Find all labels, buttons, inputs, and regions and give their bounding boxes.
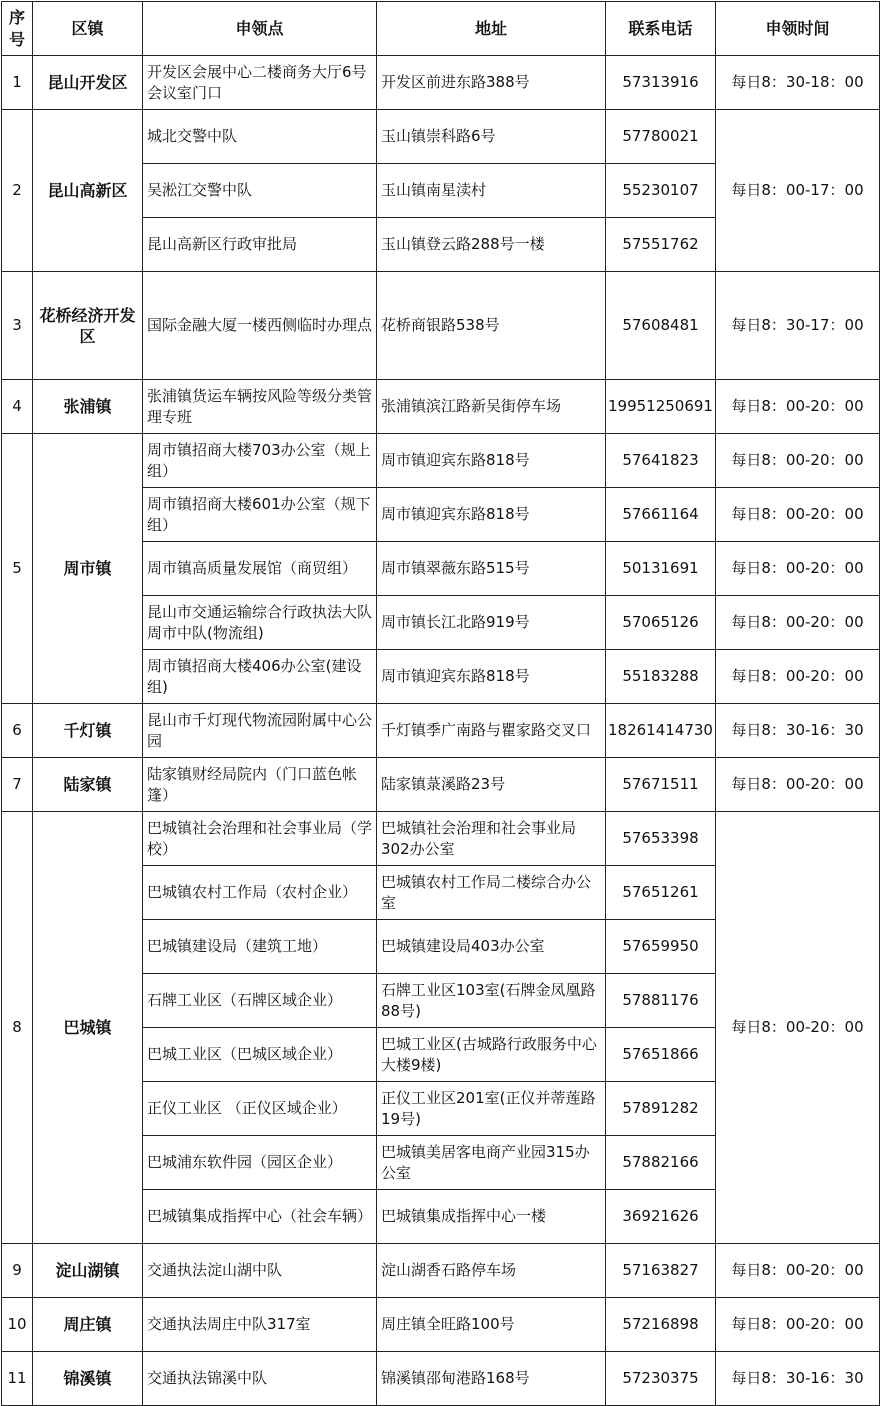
row-number: 9 — [2, 1244, 33, 1298]
phone-cell: 55183288 — [606, 650, 716, 704]
address-cell: 周市镇翠薇东路515号 — [377, 542, 606, 596]
phone-cell: 57163827 — [606, 1244, 716, 1298]
district-cell: 周庄镇 — [33, 1298, 143, 1352]
address-cell: 周市镇迎宾东路818号 — [377, 488, 606, 542]
row-number: 3 — [2, 272, 33, 380]
address-cell: 周庄镇全旺路100号 — [377, 1298, 606, 1352]
address-cell: 玉山镇南星渎村 — [377, 164, 606, 218]
phone-cell: 57882166 — [606, 1136, 716, 1190]
table-row — [2, 1352, 880, 1406]
address-cell: 陆家镇菉溪路23号 — [377, 758, 606, 812]
district-cell: 陆家镇 — [33, 758, 143, 812]
address-cell: 正仪工业区201室(正仪并蒂莲路19号) — [377, 1082, 606, 1136]
table-row — [2, 434, 880, 488]
phone-cell: 55230107 — [606, 164, 716, 218]
phone-cell: 36921626 — [606, 1190, 716, 1244]
district-cell: 花桥经济开发区 — [33, 272, 143, 380]
phone-cell: 57780021 — [606, 110, 716, 164]
address-cell: 周市镇迎宾东路818号 — [377, 434, 606, 488]
district-cell: 周市镇 — [33, 434, 143, 704]
row-number: 7 — [2, 758, 33, 812]
point-cell: 巴城浦东软件园（园区企业） — [143, 1136, 377, 1190]
point-cell: 交通执法周庄中队317室 — [143, 1298, 377, 1352]
phone-cell: 57671511 — [606, 758, 716, 812]
point-cell: 周市镇招商大楼703办公室（规上组） — [143, 434, 377, 488]
application-points-table — [1, 1, 880, 1406]
phone-cell: 57661164 — [606, 488, 716, 542]
point-cell: 巴城镇建设局（建筑工地） — [143, 920, 377, 974]
row-number: 4 — [2, 380, 33, 434]
header-phone: 联系电话 — [606, 2, 716, 56]
district-cell: 巴城镇 — [33, 812, 143, 1244]
time-cell: 每日8：00-17：00 — [716, 110, 880, 272]
time-cell: 每日8：00-20：00 — [716, 650, 880, 704]
district-cell: 千灯镇 — [33, 704, 143, 758]
address-cell: 石牌工业区103室(石牌金凤凰路88号) — [377, 974, 606, 1028]
district-cell: 锦溪镇 — [33, 1352, 143, 1406]
time-cell: 每日8：00-20：00 — [716, 434, 880, 488]
row-number: 1 — [2, 56, 33, 110]
row-number: 11 — [2, 1352, 33, 1406]
time-cell: 每日8：00-20：00 — [716, 812, 880, 1244]
address-cell: 玉山镇崇科路6号 — [377, 110, 606, 164]
point-cell: 昆山市千灯现代物流园附属中心公园 — [143, 704, 377, 758]
header-row — [2, 2, 880, 56]
time-cell: 每日8：00-20：00 — [716, 542, 880, 596]
address-cell: 周市镇迎宾东路818号 — [377, 650, 606, 704]
address-cell: 周市镇长江北路919号 — [377, 596, 606, 650]
address-cell: 巴城镇建设局403办公室 — [377, 920, 606, 974]
address-cell: 花桥商银路538号 — [377, 272, 606, 380]
point-cell: 巴城工业区（巴城区域企业） — [143, 1028, 377, 1082]
row-number: 10 — [2, 1298, 33, 1352]
address-cell: 巴城镇农村工作局二楼综合办公室 — [377, 866, 606, 920]
district-cell: 张浦镇 — [33, 380, 143, 434]
row-number: 8 — [2, 812, 33, 1244]
district-cell: 昆山高新区 — [33, 110, 143, 272]
district-cell: 昆山开发区 — [33, 56, 143, 110]
header-address: 地址 — [377, 2, 606, 56]
point-cell: 巴城镇农村工作局（农村企业） — [143, 866, 377, 920]
phone-cell: 57608481 — [606, 272, 716, 380]
point-cell: 周市镇招商大楼601办公室（规下组） — [143, 488, 377, 542]
time-cell: 每日8：30-18：00 — [716, 56, 880, 110]
table-row — [2, 380, 880, 434]
point-cell: 周市镇招商大楼406办公室(建设组) — [143, 650, 377, 704]
time-cell: 每日8：30-17：00 — [716, 272, 880, 380]
time-cell: 每日8：00-20：00 — [716, 596, 880, 650]
table-row — [2, 56, 880, 110]
header-time: 申领时间 — [716, 2, 880, 56]
phone-cell: 57659950 — [606, 920, 716, 974]
table-row — [2, 1244, 880, 1298]
time-cell: 每日8：30-16：30 — [716, 1352, 880, 1406]
point-cell: 巴城镇集成指挥中心（社会车辆） — [143, 1190, 377, 1244]
time-cell: 每日8：00-20：00 — [716, 1298, 880, 1352]
address-cell: 开发区前进东路388号 — [377, 56, 606, 110]
time-cell: 每日8：00-20：00 — [716, 1244, 880, 1298]
table-row — [2, 1298, 880, 1352]
table-row — [2, 272, 880, 380]
point-cell: 吴淞江交警中队 — [143, 164, 377, 218]
address-cell: 玉山镇登云路288号一楼 — [377, 218, 606, 272]
time-cell: 每日8：00-20：00 — [716, 488, 880, 542]
phone-cell: 57313916 — [606, 56, 716, 110]
table-row — [2, 110, 880, 164]
point-cell: 正仪工业区 （正仪区域企业） — [143, 1082, 377, 1136]
phone-cell: 57065126 — [606, 596, 716, 650]
phone-cell: 57651261 — [606, 866, 716, 920]
point-cell: 张浦镇货运车辆按风险等级分类管理专班 — [143, 380, 377, 434]
phone-cell: 57881176 — [606, 974, 716, 1028]
phone-cell: 57653398 — [606, 812, 716, 866]
point-cell: 昆山高新区行政审批局 — [143, 218, 377, 272]
point-cell: 开发区会展中心二楼商务大厅6号会议室门口 — [143, 56, 377, 110]
phone-cell: 50131691 — [606, 542, 716, 596]
address-cell: 巴城镇美居客电商产业园315办公室 — [377, 1136, 606, 1190]
phone-cell: 57891282 — [606, 1082, 716, 1136]
address-cell: 巴城工业区(古城路行政服务中心大楼9楼) — [377, 1028, 606, 1082]
address-cell: 张浦镇滨江路新吴街停车场 — [377, 380, 606, 434]
address-cell: 锦溪镇邵甸港路168号 — [377, 1352, 606, 1406]
header-district: 区镇 — [33, 2, 143, 56]
row-number: 6 — [2, 704, 33, 758]
phone-cell: 19951250691 — [606, 380, 716, 434]
point-cell: 交通执法淀山湖中队 — [143, 1244, 377, 1298]
table-row — [2, 758, 880, 812]
phone-cell: 57216898 — [606, 1298, 716, 1352]
address-cell: 巴城镇集成指挥中心一楼 — [377, 1190, 606, 1244]
time-cell: 每日8：30-16：30 — [716, 704, 880, 758]
point-cell: 国际金融大厦一楼西侧临时办理点 — [143, 272, 377, 380]
phone-cell: 18261414730 — [606, 704, 716, 758]
point-cell: 交通执法锦溪中队 — [143, 1352, 377, 1406]
point-cell: 陆家镇财经局院内（门口蓝色帐篷） — [143, 758, 377, 812]
point-cell: 昆山市交通运输综合行政执法大队周市中队(物流组) — [143, 596, 377, 650]
phone-cell: 57641823 — [606, 434, 716, 488]
phone-cell: 57651866 — [606, 1028, 716, 1082]
time-cell: 每日8：00-20：00 — [716, 758, 880, 812]
header-point: 申领点 — [143, 2, 377, 56]
header-no: 序号 — [2, 2, 33, 56]
address-cell: 千灯镇季广南路与瞿家路交叉口 — [377, 704, 606, 758]
row-number: 5 — [2, 434, 33, 704]
phone-cell: 57551762 — [606, 218, 716, 272]
time-cell: 每日8：00-20：00 — [716, 380, 880, 434]
row-number: 2 — [2, 110, 33, 272]
point-cell: 城北交警中队 — [143, 110, 377, 164]
point-cell: 石牌工业区（石牌区域企业） — [143, 974, 377, 1028]
table-row — [2, 812, 880, 866]
table-row — [2, 704, 880, 758]
district-cell: 淀山湖镇 — [33, 1244, 143, 1298]
phone-cell: 57230375 — [606, 1352, 716, 1406]
address-cell: 巴城镇社会治理和社会事业局302办公室 — [377, 812, 606, 866]
address-cell: 淀山湖香石路停车场 — [377, 1244, 606, 1298]
point-cell: 巴城镇社会治理和社会事业局（学校） — [143, 812, 377, 866]
point-cell: 周市镇高质量发展馆（商贸组） — [143, 542, 377, 596]
